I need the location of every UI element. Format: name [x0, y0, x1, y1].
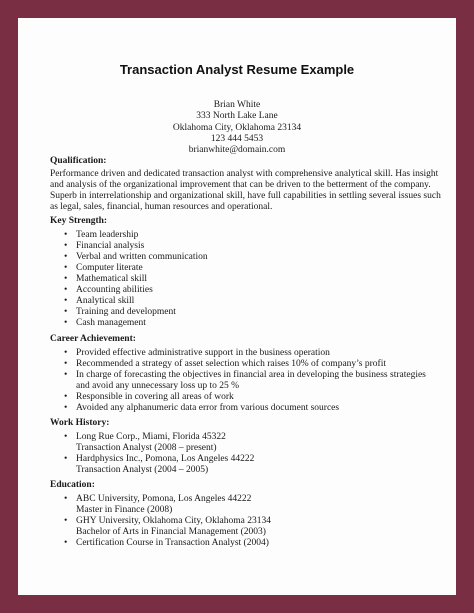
school: • GHY University, Oklahoma City, Oklahoma 23134	[76, 516, 271, 526]
list-item: • Provided effective administrative support in the business operation	[50, 348, 440, 359]
certification: • Certification Course in Transaction Analyst (2004)	[76, 538, 269, 548]
contact-street: 333 North Lake Lane	[196, 111, 278, 122]
list-item: • Recommended a strategy of asset selection which raises 10% of company’s profit	[50, 359, 440, 370]
document-title: Transaction Analyst Resume Example	[119, 62, 355, 77]
career-heading: Career Achievement:	[50, 334, 136, 344]
list-item: • Computer literate	[50, 263, 440, 274]
job-title: Transaction Analyst (2004 – 2005)	[76, 465, 209, 475]
school: • ABC University, Pomona, Los Angeles 44222	[76, 494, 252, 504]
list-item: • Avoided any alphanumeric data error from various document sources	[50, 403, 440, 414]
key-strength-heading: Key Strength:	[50, 216, 108, 226]
list-item	[50, 432, 440, 454]
education-heading: Education:	[50, 480, 95, 490]
key-strength-list	[50, 230, 440, 329]
list-item: • Financial analysis	[50, 241, 440, 252]
contact-email: brianwhite@domain.com	[188, 145, 286, 156]
degree: Master in Finance (2008)	[76, 505, 173, 515]
contact-name: Brian White	[213, 100, 261, 110]
list-item	[50, 494, 440, 516]
degree: Bachelor of Arts in Financial Management (2003)	[76, 527, 266, 537]
contact-city: Oklahoma City, Oklahoma 23134	[172, 122, 302, 133]
contact-block	[18, 100, 456, 156]
list-item: • In charge of forecasting the objectives in financial area in developing the business strategies and avoid any unnecessary loss up to 25 %	[50, 370, 440, 392]
list-item	[50, 454, 440, 476]
career-list	[50, 348, 440, 414]
list-item: • Responsible in covering all areas of work	[50, 392, 440, 403]
work-history-list	[50, 432, 440, 476]
work-history-heading: Work History:	[50, 418, 110, 428]
education-list	[50, 494, 440, 549]
list-item: • Accounting abilities	[50, 285, 440, 296]
resume-document	[18, 18, 456, 595]
qualification-heading: Qualification:	[50, 156, 107, 166]
list-item: • Cash management	[50, 318, 440, 329]
list-item	[50, 516, 440, 538]
list-item: • Training and development	[50, 307, 440, 318]
list-item: • Team leadership	[50, 230, 440, 241]
employer: • Long Rue Corp., Miami, Florida 45322	[76, 432, 226, 442]
job-title: Transaction Analyst (2008 – present)	[76, 443, 217, 453]
list-item: • Mathematical skill	[50, 274, 440, 285]
employer: • Hardphysics Inc., Pomona, Los Angeles 44222	[76, 454, 255, 464]
list-item: • Verbal and written communication	[50, 252, 440, 263]
qualification-text: Performance driven and dedicated transaction analyst with comprehensive analytical skill. Has insight and analysis of the organizational improvement that can be driven to the betterment of the company. Superb in interrelationship and organizational skill, have full capabilities in settling several issues such as legal, sales, financial, human resources and operational.	[50, 169, 441, 212]
list-item	[50, 538, 440, 549]
list-item: • Analytical skill	[50, 296, 440, 307]
contact-phone: 123 444 5453	[210, 133, 264, 144]
